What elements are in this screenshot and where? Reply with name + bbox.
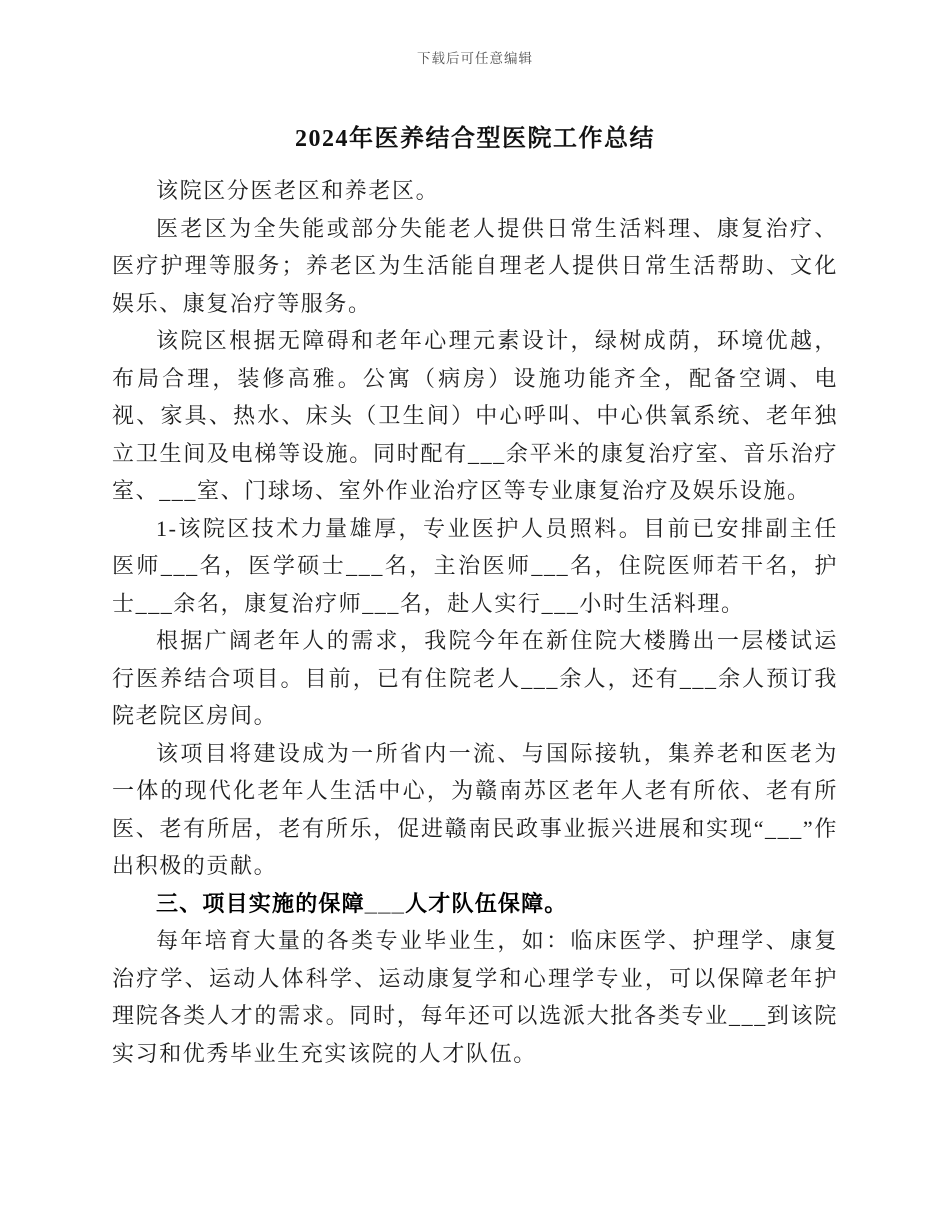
paragraph-pilot-project: 根据广阔老年人的需求，我院今年在新住院大楼腾出一层楼试运行医养结合项目。目前，已有住院老人___余人，还有___余人预订我院老院区房间。 <box>112 628 838 728</box>
document-body <box>112 172 838 1072</box>
section-heading-guarantee: 三、项目实施的保障___人才队伍保障。 <box>156 890 568 916</box>
paragraph-talent-supply: 每年培育大量的各类专业毕业生，如：临床医学、护理学、康复治疗学、运动人体科学、运动康复学和心理学专业，可以保障老年护理院各类人才的需求。同时，每年还可以选派大批各类专业___到该院实习和优秀毕业生充实该院的人才队伍。 <box>112 928 838 1066</box>
edit-permission-note: 下载后可任意编辑 <box>417 51 533 66</box>
paragraph-staffing: 1-该院区技术力量雄厚，专业医护人员照料。目前已安排副主任医师___名，医学硕士___名，主治医师___名，住院医师若干名，护士___余名，康复治疗师___名，赴人实行___小时生活料理。 <box>112 515 838 616</box>
paragraph-overview: 该院区分医老区和养老区。 <box>156 178 440 203</box>
paragraph-facilities: 该院区根据无障碍和老年心理元素设计，绿树成荫，环境优越，布局合理，装修高雅。公寓（病房）设施功能齐全，配备空调、电视、家具、热水、床头（卫生间）中心呼叫、中心供氧系统、老年独立卫生间及电梯等设施。同时配有___余平米的康复治疗室、音乐治疗室、___室、门球场、室外作业治疗区等专业康复治疗及娱乐设施。 <box>112 328 838 503</box>
paragraph-zones-services: 医老区为全失能或部分失能老人提供日常生活料理、康复治疗、医疗护理等服务；养老区为生活能自理老人提供日常生活帮助、文化娱乐、康复冶疗等服务。 <box>112 215 838 316</box>
paragraph-project-vision: 该项目将建设成为一所省内一流、与国际接轨，集养老和医老为一体的现代化老年人生活中心，为赣南苏区老年人老有所依、老有所医、老有所居，老有所乐，促进赣南民政事业振兴进展和实现“___”作出积极的贡献。 <box>112 740 838 878</box>
document-title: 2024年医养结合型医院工作总结 <box>295 126 655 152</box>
